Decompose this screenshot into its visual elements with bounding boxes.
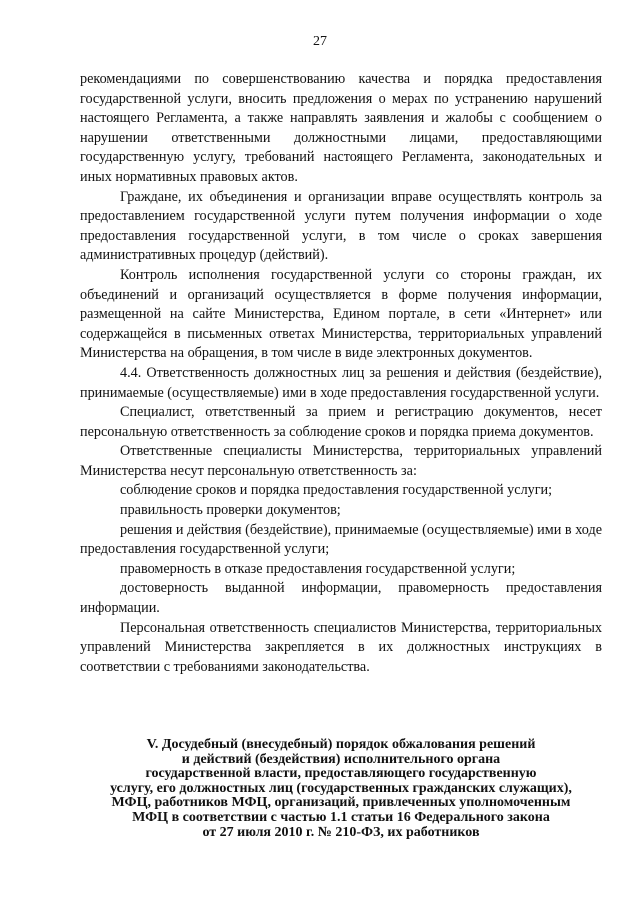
heading-line: государственной власти, предоставляющего государственную	[145, 766, 537, 782]
section-heading	[80, 738, 602, 840]
list-item: правильность проверки документов;	[120, 502, 341, 519]
paragraph: Контроль исполнения государственной услуги со стороны граждан, их объединений и организаций осуществляется в форме получения информации, размещенной на сайте Министерства, Едином портале, в сети «Интернет» или содержащейся в письменных ответах Министерства, территориальных управлений Министерства на обращения, в том числе в виде электронных документов.	[80, 266, 602, 362]
body-text	[80, 70, 602, 677]
paragraph: Ответственные специалисты Министерства, территориальных управлений Министерства несут персональную ответственность за:	[80, 443, 602, 479]
paragraph: Граждане, их объединения и организации вправе осуществлять контроль за предоставлением государственной услуги путем получения информации о ходе предоставления государственной услуги, в том числе о сроках завершения административных процедур (действий).	[80, 188, 602, 264]
list-item: достоверность выданной информации, правомерность предоставления информации.	[80, 580, 602, 617]
heading-line: V. Досудебный (внесудебный) порядок обжалования решений	[146, 737, 536, 752]
page-number: 27	[313, 34, 327, 49]
heading-line: услугу, его должностных лиц (государственных гражданских служащих),	[110, 780, 572, 796]
heading-line: МФЦ, работников МФЦ, организаций, привлеченных уполномоченным	[111, 795, 571, 811]
list-item: правомерность в отказе предоставления государственной услуги;	[120, 560, 516, 577]
list-item: соблюдение сроков и порядка предоставления государственной услуги;	[120, 482, 553, 499]
paragraph: 4.4. Ответственность должностных лиц за решения и действия (бездействие), принимаемые (осуществляемые) ими в ходе предоставления государственной услуги.	[80, 364, 602, 401]
paragraph: Специалист, ответственный за прием и регистрацию документов, несет персональную ответственность за соблюдение сроков и порядка приема документов.	[80, 404, 602, 440]
heading-line: и действий (бездействия) исполнительного органа	[181, 751, 501, 767]
heading-line: МФЦ в соответствии с частью 1.1 статьи 16 Федерального закона	[132, 809, 550, 825]
paragraph: Персональная ответственность специалистов Министерства, территориальных управлений Министерства закрепляется в их должностных инструкциях в соответствии с требованиями законодательства.	[80, 619, 602, 675]
paragraph: рекомендациями по совершенствованию качества и порядка предоставления государственной услуги, вносить предложения о мерах по устранению нарушений настоящего Регламента, а также направлять заявления и жалобы с сообщением о нарушении ответственными должностными лицами, предоставляющими государственную услугу, требований настоящего Регламента, законодательных и иных нормативных правовых актов.	[80, 71, 602, 185]
list-item: решения и действия (бездействие), принимаемые (осуществляемые) ими в ходе предоставления государственной услуги;	[80, 521, 602, 558]
heading-line: от 27 июля 2010 г. № 210-ФЗ, их работников	[202, 824, 480, 840]
